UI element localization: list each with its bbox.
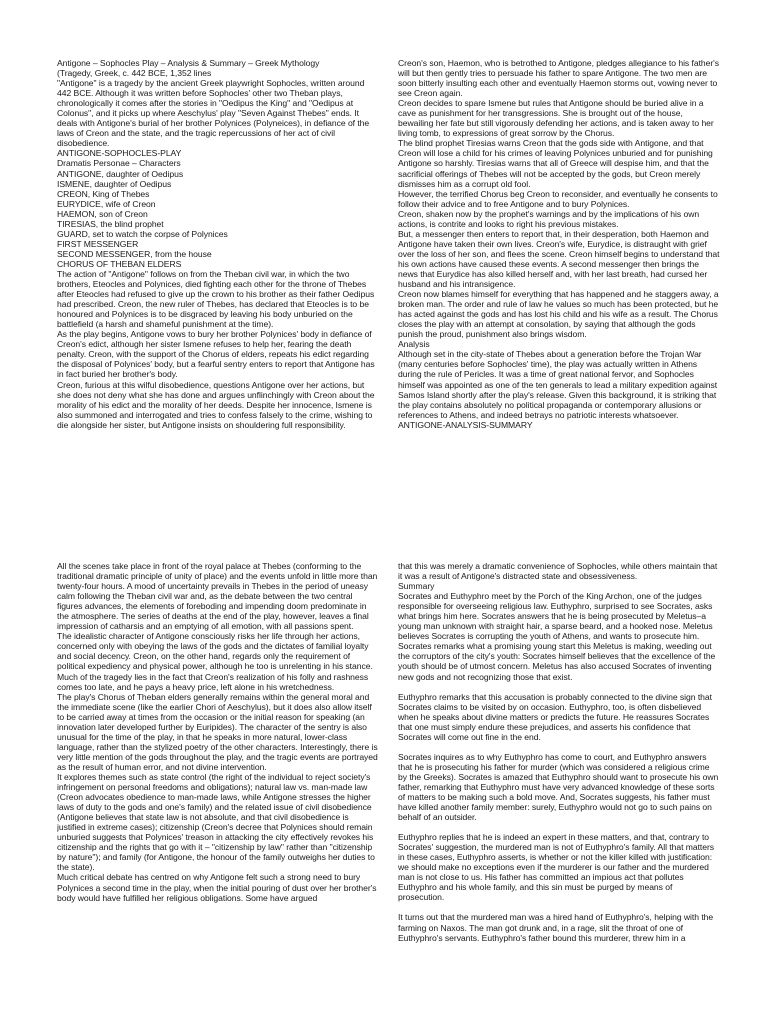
paragraph: It turns out that the murdered man was a hired hand of Euthyphro's, helping with the farming on Naxos. The man got drunk and, in a rage, slit the throat of one of Euthyphro's servants. Euthyphro's father bound this murderer, threw him in a	[398, 912, 714, 943]
paragraph-gap	[398, 902, 720, 912]
page-1-left-column	[57, 58, 379, 440]
page-2-right-column	[398, 561, 720, 991]
paragraph: All the scenes take place in front of the royal palace at Thebes (conforming to the traditional dramatic principle of unity of place) and the events unfold in little more than twenty-four hours. A mood of uncertainty prevails in Thebes in the period of uneasy calm following the Theban civil war and, as the debate between the two central figures advances, the elements of foreboding and impending doom predominate in the atmosphere. The series of deaths at the end of the play, however, leaves a final impression of catharsis and an emptying of all emotion, with all passions spent.	[57, 561, 378, 632]
document-page-2	[0, 512, 768, 1024]
paragraph: ANTIGONE-SOPHOCLES-PLAY	[57, 148, 182, 159]
paragraph: ISMENE, daughter of Oedipus	[57, 178, 172, 189]
paragraph: TIRESIAS, the blind prophet	[57, 218, 164, 229]
paragraph: Summary	[398, 581, 435, 592]
paragraph-gap	[398, 742, 720, 752]
page-1-right-column	[398, 58, 720, 440]
paragraph: GUARD, set to watch the corpse of Polynices	[57, 228, 228, 239]
paragraph: As the play begins, Antigone vows to bury her brother Polynices' body in defiance of Creon's edict, although her sister Ismene refuses to help her, fearing the death penalty. Creon, with the support of the Chorus of elders, repeats his edict regarding the disposal of Polynices' body, but a fearful sentry enters to report that Antigone has in fact buried her brother's body.	[57, 329, 375, 380]
paragraph: The play's Chorus of Theban elders generally remains within the general moral and the immediate scene (like the earlier Chori of Aeschylus), but it does also allow itself to be carried away at times from the occasion or the initial reason for speaking (an innovation later developed further by Euripides). The character of the sentry is also unusual for the time of the play, in that he speaks in more natural, lower-class language, rather than the stylized poetry of the other characters. Interestingly, there is very little mention of the gods throughout the play, and the tragic events are portrayed as the result of human error, and not divine intervention.	[57, 691, 378, 772]
paragraph: (Tragedy, Greek, c. 442 BCE, 1,352 lines	[57, 68, 212, 79]
paragraph-gap	[398, 682, 720, 692]
paragraph: ANTIGONE, daughter of Oedipus	[57, 168, 184, 179]
paragraph: The idealistic character of Antigone consciously risks her life through her actions, concerned only with obeying the laws of the gods and the dictates of familial loyalty and social decency. Creon, on the other hand, regards only the requirement of political expediency and physical power, although he too is unrelenting in his stance. Much of the tragedy lies in the fact that Creon's realization of his folly and rashness comes too late, and he pays a heavy price, left alone in his wretchedness.	[57, 631, 373, 692]
paragraph: Creon's son, Haemon, who is betrothed to Antigone, pledges allegiance to his father's will but then gently tries to persuade his father to spare Antigone. The two men are soon bitterly insulting each other and eventually Haemon storms out, vowing never to see Creon again.	[398, 58, 720, 99]
paragraph: It explores themes such as state control (the right of the individual to reject society's infringement on personal freedoms and obligations); natural law vs. man-made law (Creon advocates obedience to man-made laws, while Antigone stresses the higher laws of duty to the gods and one's family) and the related issue of civil disobedience (Antigone believes that state law is not absolute, and that civil disobedience is justified in extreme cases); citizenship (Creon's decree that Polynices should remain unburied suggests that Polynices' treason in attacking the city effectively revokes his citizenship and the rights that go with it – "citizenship by law" rather than "citizenship by nature"); and family (for Antigone, the honour of the family outweighs her duties to the state).	[57, 771, 375, 873]
page-2-left-column	[57, 561, 379, 991]
paragraph: EURYDICE, wife of Creon	[57, 198, 156, 209]
paragraph: However, the terrified Chorus beg Creon to reconsider, and eventually he consents to follow their advice and to free Antigone and to bury Polynices.	[398, 188, 718, 209]
paragraph: CHORUS OF THEBAN ELDERS	[57, 258, 182, 269]
paragraph: CREON, King of Thebes	[57, 188, 150, 199]
paragraph: Socrates inquires as to why Euthyphro has come to court, and Euthyphro answers that he is prosecuting his father for murder (which was considered a religious crime by the Greeks). Socrates is amazed that Euthyphro should want to prosecute his own father, remarking that Euthyphro must have very advanced knowledge of these sorts of matters to be making such a bold move. And, Socrates suggests, his father must have killed another family member: surely, Euthyphro would not go to such pains on behalf of an outsider.	[398, 751, 719, 823]
paragraph: Creon, shaken now by the prophet's warnings and by the implications of his own actions, is contrite and looks to right his previous mistakes.	[398, 208, 700, 229]
paragraph: that this was merely a dramatic convenience of Sophocles, while others maintain that it was a result of Antigone's distracted state and obsessiveness.	[398, 561, 718, 582]
paragraph: Although set in the city-state of Thebes about a generation before the Trojan War (many centuries before Sophocles' time), the play was actually written in Athens during the rule of Pericles. It was a time of great national fervor, and Sophocles himself was appointed as one of the ten generals to lead a military expedition against Samos Island shortly after the play's release. Given this background, it is striking that the play contains absolutely no political propaganda or contemporary allusions or references to Athens, and indeed betrays no patriotic interests whatsoever.	[398, 349, 718, 420]
paragraph: But, a messenger then enters to report that, in their desperation, both Haemon and Antigone have taken their own lives. Creon's wife, Eurydice, is distraught with grief over the loss of her son, and flees the scene. Creon himself begins to understand that his own actions have caused these events. A second messenger then brings the news that Eurydice has also killed herself and, with her last breath, had cursed her husband and his intransigence.	[398, 228, 720, 290]
paragraph: Euthyphro replies that he is indeed an expert in these matters, and that, contrary to Socrates' suggestion, the murdered man is not of Euthyphro's family. All that matters in these cases, Euthyphro asserts, is whether or not the killer killed with justification: we should make no exceptions even if the murderer is our father and the murdered man is not close to us. His father has committed an impious act that pollutes Euthyphro and his whole family, and this sin must be purged by means of prosecution.	[398, 832, 715, 903]
paragraph: Dramatis Personae – Characters	[57, 158, 181, 169]
paragraph: ANTIGONE-ANALYSIS-SUMMARY	[398, 419, 533, 430]
paragraph: Euthyphro remarks that this accusation is probably connected to the divine sign that Socrates claims to be visited by on occasion. Euthyphro, too, is often disbelieved when he speaks about divine matters or predicts the future. He reassures Socrates that one must simply endure these prejudices, and asserts his confidence that Socrates will come out fine in the end.	[398, 691, 712, 742]
paragraph: Creon, furious at this wilful disobedience, questions Antigone over her actions, but she does not deny what she has done and argues unflinchingly with Creon about the morality of his edict and the morality of her deeds. Despite her innocence, Ismene is also summoned and interrogated and tries to confess falsely to the crime, wishing to die alongside her sister, but Antigone insists on shouldering full responsibility.	[57, 379, 375, 430]
paragraph: HAEMON, son of Creon	[57, 208, 148, 219]
paragraph: Socrates and Euthyphro meet by the Porch of the King Archon, one of the judges responsible for overseeing religious law. Euthyphro, surprised to see Socrates, asks what brings him here. Socrates answers that he is being prosecuted by Meletus–a young man unknown with straight hair, a sparse beard, and a hooked nose. Meletus believes Socrates is corrupting the youth of Athens, and wants to prosecute him. Socrates remarks what a promising young start this Meletus is making, weeding out the corruptors of the city's youth: Socrates himself believes that the excellence of the youth should be of utmost concern. Meletus has also accused Socrates of inventing new gods and not recognizing those that exist.	[398, 591, 716, 682]
paragraph: Creon decides to spare Ismene but rules that Antigone should be buried alive in a cave as punishment for her transgressions. She is brought out of the house, bewailing her fate but still vigorously defending her actions, and is taken away to her living tomb, to expressions of great sorrow by the Chorus.	[398, 98, 714, 139]
paragraph: Much critical debate has centred on why Antigone felt such a strong need to bury Polynices a second time in the play, when the initial pouring of dust over her brother's body would have fulfilled her religious obligations. Some have argued	[57, 872, 377, 903]
paragraph: The blind prophet Tiresias warns Creon that the gods side with Antigone, and that Creon will lose a child for his crimes of leaving Polynices unburied and for punishing Antigone so harshly. Tiresias warns that all of Greece will despise him, and that the sacrificial offerings of Thebes will not be accepted by the gods, but Creon merely dismisses him as a corrupt old fool.	[398, 138, 713, 189]
paragraph: "Antigone" is a tragedy by the ancient Greek playwright Sophocles, written around 442 BCE. Although it was written before Sophocles' other two Theban plays, chronologically it comes after the stories in "Oedipus the King" and "Oedipus at Colonus", and it picks up where Aeschylus' play "Seven Against Thebes" ends. It deals with Antigone's burial of her brother Polynices (Polyneices), in defiance of the laws of Creon and the state, and the tragic repercussions of her act of civil disobedience.	[57, 78, 370, 149]
paragraph: SECOND MESSENGER, from the house	[57, 248, 212, 259]
paragraph: FIRST MESSENGER	[57, 238, 139, 249]
paragraph: Analysis	[398, 339, 430, 350]
paragraph: The action of "Antigone" follows on from the Theban civil war, in which the two brothers, Eteocles and Polynices, died fighting each other for the throne of Thebes after Eteocles had refused to give up the crown to his brother as their father Oedipus had prescribed. Creon, the new ruler of Thebes, has declared that Eteocles is to be honoured and Polynices is to be disgraced by leaving his body unburied on the battlefield (a harsh and shameful punishment at the time).	[57, 268, 375, 330]
paragraph-gap	[398, 822, 720, 832]
paragraph: Creon now blames himself for everything that has happened and he staggers away, a broken man. The order and rule of law he values so much has been protected, but he has acted against the gods and has lost his child and his wife as a result. The Chorus closes the play with an attempt at consolation, by saying that although the gods punish the proud, punishment also brings wisdom.	[398, 289, 719, 340]
paragraph: Antigone – Sophocles Play – Analysis & Summary – Greek Mythology	[57, 58, 320, 68]
